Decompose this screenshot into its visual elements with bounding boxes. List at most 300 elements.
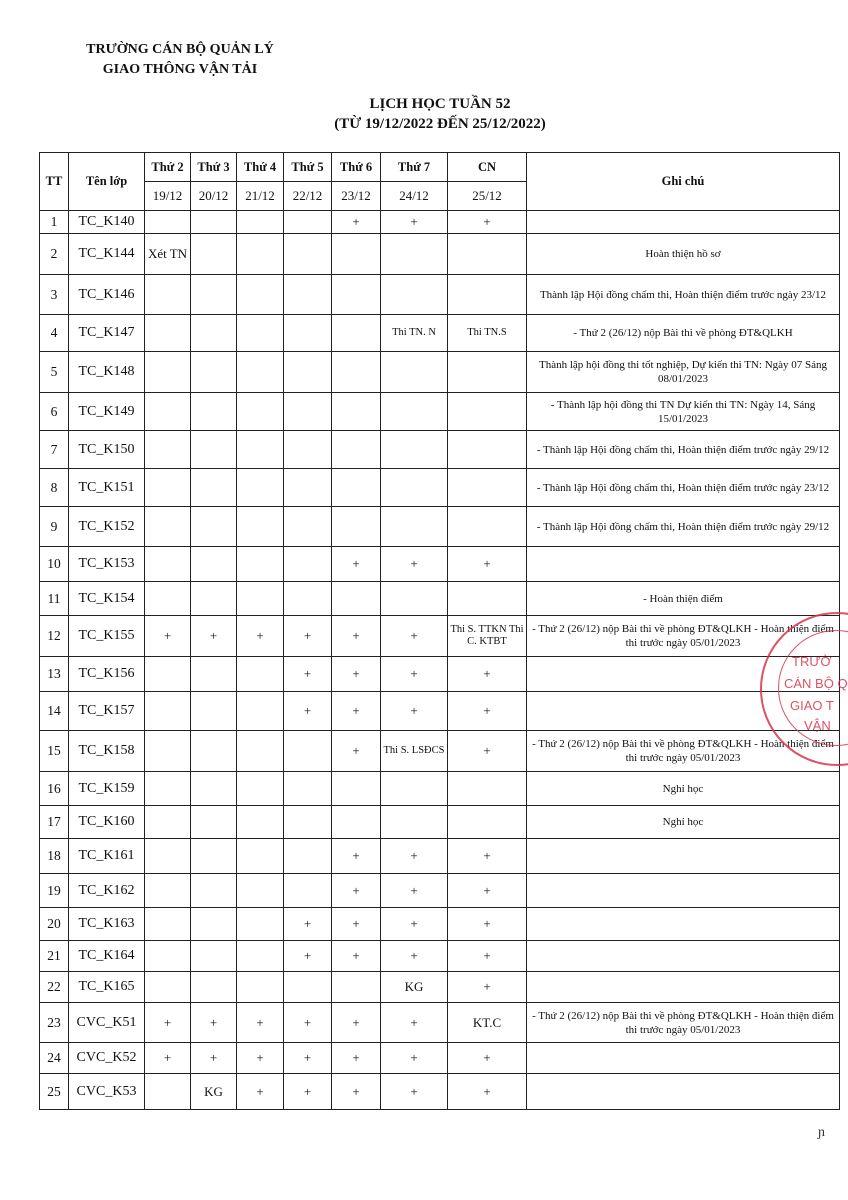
- day-cell: +: [381, 692, 448, 731]
- header-date: 23/12: [332, 182, 381, 211]
- day-cell: [332, 352, 381, 393]
- day-cell: Xét TN: [145, 234, 191, 275]
- note-cell: [527, 547, 840, 582]
- day-cell: [145, 772, 191, 806]
- row-number: 12: [40, 616, 69, 657]
- day-cell: [145, 469, 191, 507]
- schedule-title: [290, 94, 590, 134]
- day-cell: [191, 972, 237, 1003]
- day-cell: [191, 657, 237, 692]
- table-row: [40, 941, 840, 972]
- day-cell: +: [448, 731, 527, 772]
- day-cell: [284, 431, 332, 469]
- day-cell: [448, 431, 527, 469]
- day-cell: [145, 972, 191, 1003]
- day-cell: [448, 234, 527, 275]
- day-cell: +: [237, 1003, 284, 1043]
- schedule-title-line-2: (TỪ 19/12/2022 ĐẾN 25/12/2022): [334, 116, 546, 132]
- day-cell: [237, 941, 284, 972]
- day-cell: [237, 874, 284, 908]
- day-cell: +: [332, 547, 381, 582]
- note-cell: [527, 1043, 840, 1074]
- day-cell: [332, 507, 381, 547]
- table-row: [40, 469, 840, 507]
- class-name-cell: TC_K149: [69, 393, 145, 431]
- table-row: [40, 315, 840, 352]
- header-tt: TT: [40, 153, 69, 211]
- day-cell: [284, 275, 332, 315]
- official-seal: TRƯỜ CÁN BỘ Q GIAO T VẬN: [760, 612, 848, 766]
- table-row: [40, 1003, 840, 1043]
- day-cell: [237, 547, 284, 582]
- day-cell: [145, 806, 191, 839]
- day-cell: [284, 972, 332, 1003]
- day-cell: [237, 772, 284, 806]
- day-cell: [191, 352, 237, 393]
- note-cell: - Thành lập Hội đồng chấm thi, Hoàn thiện điểm trước ngày 23/12: [527, 469, 840, 507]
- day-cell: [332, 772, 381, 806]
- organization-line-2: GIAO THÔNG VẬN TẢI: [102, 62, 258, 77]
- day-cell: +: [191, 616, 237, 657]
- note-cell: [527, 211, 840, 234]
- day-cell: +: [191, 1003, 237, 1043]
- organization-line-1: TRƯỜNG CÁN BỘ QUẢN LÝ: [86, 42, 274, 57]
- day-cell: +: [332, 1003, 381, 1043]
- note-cell: - Thứ 2 (26/12) nộp Bài thi về phòng ĐT&QLKH: [527, 315, 840, 352]
- note-cell: - Thành lập Hội đồng chấm thi, Hoàn thiện điểm trước ngày 29/12: [527, 507, 840, 547]
- day-cell: [145, 431, 191, 469]
- day-cell: [332, 582, 381, 616]
- day-cell: +: [381, 1074, 448, 1110]
- day-cell: KG: [191, 1074, 237, 1110]
- day-cell: [191, 806, 237, 839]
- row-number: 16: [40, 772, 69, 806]
- day-cell: [145, 315, 191, 352]
- day-cell: +: [332, 731, 381, 772]
- class-name-cell: TC_K147: [69, 315, 145, 352]
- note-cell: Thành lập hội đồng thi tốt nghiệp, Dự kiến thi TN: Ngày 07 Sáng 08/01/2023: [527, 352, 840, 393]
- table-row: [40, 547, 840, 582]
- day-cell: +: [284, 1003, 332, 1043]
- day-cell: Thi TN. N: [381, 315, 448, 352]
- day-cell: [381, 275, 448, 315]
- note-cell: [527, 941, 840, 972]
- day-cell: +: [284, 692, 332, 731]
- day-cell: [237, 507, 284, 547]
- day-cell: [237, 315, 284, 352]
- table-row: [40, 874, 840, 908]
- header-day: Thứ 5: [284, 153, 332, 182]
- day-cell: +: [332, 874, 381, 908]
- day-cell: [191, 393, 237, 431]
- table-row: [40, 692, 840, 731]
- note-cell: - Thứ 2 (26/12) nộp Bài thi về phòng ĐT&QLKH - Hoàn thiện điểm thi trước ngày 05/01/2023: [527, 1003, 840, 1043]
- header-notes: Ghi chú: [527, 153, 840, 211]
- header-date: 20/12: [191, 182, 237, 211]
- class-name-cell: TC_K148: [69, 352, 145, 393]
- day-cell: [191, 275, 237, 315]
- day-cell: +: [332, 692, 381, 731]
- day-cell: [284, 582, 332, 616]
- row-number: 9: [40, 507, 69, 547]
- note-cell: Thành lập Hội đồng chấm thi, Hoàn thiện điểm trước ngày 23/12: [527, 275, 840, 315]
- day-cell: [191, 507, 237, 547]
- day-cell: +: [284, 908, 332, 941]
- row-number: 11: [40, 582, 69, 616]
- day-cell: [191, 941, 237, 972]
- day-cell: [332, 469, 381, 507]
- day-cell: [381, 772, 448, 806]
- day-cell: [191, 547, 237, 582]
- row-number: 6: [40, 393, 69, 431]
- table-row: [40, 731, 840, 772]
- day-cell: [237, 731, 284, 772]
- day-cell: [191, 908, 237, 941]
- class-name-cell: TC_K158: [69, 731, 145, 772]
- day-cell: [145, 839, 191, 874]
- day-cell: [145, 582, 191, 616]
- note-cell: - Thứ 2 (26/12) nộp Bài thi về phòng ĐT&QLKH - Hoàn thiện điểm thi trước ngày 05/01/2023: [527, 731, 840, 772]
- day-cell: [284, 234, 332, 275]
- day-cell: +: [381, 839, 448, 874]
- note-cell: - Thành lập hội đồng thi TN Dự kiến thi TN: Ngày 14, Sáng 15/01/2023: [527, 393, 840, 431]
- day-cell: [237, 972, 284, 1003]
- day-cell: +: [237, 1043, 284, 1074]
- day-cell: [381, 507, 448, 547]
- day-cell: [237, 275, 284, 315]
- day-cell: [191, 731, 237, 772]
- note-cell: [527, 908, 840, 941]
- row-number: 7: [40, 431, 69, 469]
- day-cell: +: [448, 692, 527, 731]
- header-date: 21/12: [237, 182, 284, 211]
- class-name-cell: TC_K144: [69, 234, 145, 275]
- day-cell: [448, 507, 527, 547]
- header-date: 19/12: [145, 182, 191, 211]
- header-day: CN: [448, 153, 527, 182]
- day-cell: +: [381, 874, 448, 908]
- row-number: 22: [40, 972, 69, 1003]
- day-cell: [191, 469, 237, 507]
- day-cell: [145, 874, 191, 908]
- day-cell: [145, 547, 191, 582]
- row-number: 15: [40, 731, 69, 772]
- day-cell: +: [284, 941, 332, 972]
- day-cell: [145, 692, 191, 731]
- day-cell: [284, 352, 332, 393]
- day-cell: [448, 806, 527, 839]
- class-name-cell: TC_K151: [69, 469, 145, 507]
- day-cell: +: [191, 1043, 237, 1074]
- table-row: [40, 431, 840, 469]
- day-cell: Thi S. LSĐCS: [381, 731, 448, 772]
- day-cell: [284, 507, 332, 547]
- day-cell: [191, 211, 237, 234]
- day-cell: Thi S. TTKN Thi C. KTBT: [448, 616, 527, 657]
- table-row: [40, 839, 840, 874]
- note-cell: Nghỉ học: [527, 772, 840, 806]
- class-name-cell: TC_K154: [69, 582, 145, 616]
- day-cell: +: [381, 211, 448, 234]
- row-number: 4: [40, 315, 69, 352]
- day-cell: +: [381, 657, 448, 692]
- header-date: 24/12: [381, 182, 448, 211]
- day-cell: [381, 431, 448, 469]
- table-row: [40, 234, 840, 275]
- day-cell: +: [284, 1043, 332, 1074]
- day-cell: +: [284, 616, 332, 657]
- day-cell: +: [284, 657, 332, 692]
- day-cell: +: [237, 616, 284, 657]
- header-day: Thứ 2: [145, 153, 191, 182]
- schedule-title-line-1: LỊCH HỌC TUẦN 52: [369, 96, 511, 112]
- day-cell: +: [332, 941, 381, 972]
- day-cell: [284, 806, 332, 839]
- class-name-cell: TC_K156: [69, 657, 145, 692]
- day-cell: [284, 211, 332, 234]
- day-cell: [237, 657, 284, 692]
- row-number: 2: [40, 234, 69, 275]
- day-cell: [145, 393, 191, 431]
- day-cell: [191, 582, 237, 616]
- class-name-cell: TC_K155: [69, 616, 145, 657]
- day-cell: [145, 941, 191, 972]
- day-cell: +: [448, 1043, 527, 1074]
- row-number: 20: [40, 908, 69, 941]
- row-number: 13: [40, 657, 69, 692]
- day-cell: +: [448, 908, 527, 941]
- day-cell: [191, 692, 237, 731]
- row-number: 10: [40, 547, 69, 582]
- day-cell: [237, 469, 284, 507]
- note-cell: [527, 972, 840, 1003]
- day-cell: +: [448, 657, 527, 692]
- schedule-body: [40, 211, 840, 1110]
- day-cell: +: [332, 1043, 381, 1074]
- class-name-cell: TC_K160: [69, 806, 145, 839]
- row-number: 5: [40, 352, 69, 393]
- day-cell: +: [448, 972, 527, 1003]
- day-cell: [332, 234, 381, 275]
- table-row: [40, 275, 840, 315]
- day-cell: [284, 547, 332, 582]
- class-name-cell: TC_K140: [69, 211, 145, 234]
- day-cell: +: [332, 1074, 381, 1110]
- day-cell: [448, 393, 527, 431]
- day-cell: [284, 874, 332, 908]
- day-cell: [381, 806, 448, 839]
- day-cell: [191, 431, 237, 469]
- handwritten-mark: ɲ: [818, 1125, 825, 1140]
- header-date: 25/12: [448, 182, 527, 211]
- day-cell: +: [448, 547, 527, 582]
- day-cell: [284, 731, 332, 772]
- day-cell: Thi TN.S: [448, 315, 527, 352]
- day-cell: [237, 692, 284, 731]
- day-cell: [191, 874, 237, 908]
- day-cell: [237, 839, 284, 874]
- day-cell: [332, 275, 381, 315]
- note-cell: - Thành lập Hội đồng chấm thi, Hoàn thiện điểm trước ngày 29/12: [527, 431, 840, 469]
- row-number: 23: [40, 1003, 69, 1043]
- day-cell: +: [332, 839, 381, 874]
- table-row: [40, 211, 840, 234]
- table-row: [40, 1043, 840, 1074]
- table-row: [40, 908, 840, 941]
- day-cell: +: [145, 1043, 191, 1074]
- class-name-cell: TC_K164: [69, 941, 145, 972]
- note-cell: - Thứ 2 (26/12) nộp Bài thi về phòng ĐT&QLKH - Hoàn thiện điểm thi trước ngày 05/01/2023: [527, 616, 840, 657]
- day-cell: [237, 393, 284, 431]
- note-cell: Nghỉ học: [527, 806, 840, 839]
- day-cell: [237, 211, 284, 234]
- class-name-cell: CVC_K51: [69, 1003, 145, 1043]
- day-cell: [332, 393, 381, 431]
- class-name-cell: TC_K150: [69, 431, 145, 469]
- table-row: [40, 806, 840, 839]
- day-cell: [332, 806, 381, 839]
- day-cell: +: [237, 1074, 284, 1110]
- day-cell: [145, 211, 191, 234]
- day-cell: [191, 234, 237, 275]
- class-name-cell: TC_K165: [69, 972, 145, 1003]
- header-day: Thứ 7: [381, 153, 448, 182]
- day-cell: +: [381, 941, 448, 972]
- day-cell: [448, 275, 527, 315]
- class-name-cell: TC_K157: [69, 692, 145, 731]
- day-cell: [448, 469, 527, 507]
- day-cell: +: [332, 211, 381, 234]
- day-cell: [284, 315, 332, 352]
- note-cell: [527, 874, 840, 908]
- day-cell: +: [145, 1003, 191, 1043]
- row-number: 24: [40, 1043, 69, 1074]
- day-cell: [191, 315, 237, 352]
- day-cell: [237, 908, 284, 941]
- day-cell: [145, 657, 191, 692]
- note-cell: [527, 1074, 840, 1110]
- day-cell: +: [145, 616, 191, 657]
- day-cell: [284, 393, 332, 431]
- note-cell: Hoàn thiện hồ sơ: [527, 234, 840, 275]
- class-name-cell: TC_K152: [69, 507, 145, 547]
- day-cell: [191, 839, 237, 874]
- day-cell: [332, 431, 381, 469]
- day-cell: +: [381, 1003, 448, 1043]
- day-cell: [145, 731, 191, 772]
- day-cell: [332, 315, 381, 352]
- day-cell: [381, 393, 448, 431]
- class-name-cell: TC_K162: [69, 874, 145, 908]
- row-number: 25: [40, 1074, 69, 1110]
- day-cell: +: [381, 908, 448, 941]
- day-cell: [448, 582, 527, 616]
- class-name-cell: CVC_K53: [69, 1074, 145, 1110]
- class-name-cell: TC_K163: [69, 908, 145, 941]
- day-cell: [284, 839, 332, 874]
- table-row: [40, 393, 840, 431]
- header-day: Thứ 3: [191, 153, 237, 182]
- day-cell: KG: [381, 972, 448, 1003]
- row-number: 19: [40, 874, 69, 908]
- day-cell: +: [448, 1074, 527, 1110]
- day-cell: [237, 431, 284, 469]
- class-name-cell: TC_K153: [69, 547, 145, 582]
- day-cell: +: [448, 941, 527, 972]
- table-row: [40, 616, 840, 657]
- schedule-table: [39, 152, 840, 1110]
- header-class-name: Tên lớp: [69, 153, 145, 211]
- day-cell: +: [381, 1043, 448, 1074]
- table-row: [40, 582, 840, 616]
- day-cell: [332, 972, 381, 1003]
- day-cell: +: [332, 657, 381, 692]
- day-cell: [237, 234, 284, 275]
- class-name-cell: TC_K146: [69, 275, 145, 315]
- day-cell: [145, 507, 191, 547]
- day-cell: [381, 582, 448, 616]
- row-number: 3: [40, 275, 69, 315]
- note-cell: [527, 839, 840, 874]
- day-cell: +: [284, 1074, 332, 1110]
- class-name-cell: TC_K159: [69, 772, 145, 806]
- day-cell: +: [381, 547, 448, 582]
- day-cell: [145, 352, 191, 393]
- day-cell: [448, 772, 527, 806]
- day-cell: [448, 352, 527, 393]
- day-cell: [237, 352, 284, 393]
- day-cell: [284, 772, 332, 806]
- organization-name: [60, 40, 300, 80]
- header-row-days: [40, 153, 840, 182]
- day-cell: +: [381, 616, 448, 657]
- table-row: [40, 972, 840, 1003]
- table-row: [40, 507, 840, 547]
- row-number: 14: [40, 692, 69, 731]
- day-cell: [237, 582, 284, 616]
- day-cell: [145, 908, 191, 941]
- class-name-cell: TC_K161: [69, 839, 145, 874]
- header-date: 22/12: [284, 182, 332, 211]
- header-day: Thứ 6: [332, 153, 381, 182]
- day-cell: +: [448, 874, 527, 908]
- day-cell: [284, 469, 332, 507]
- day-cell: +: [332, 616, 381, 657]
- day-cell: [191, 772, 237, 806]
- row-number: 18: [40, 839, 69, 874]
- day-cell: [381, 234, 448, 275]
- day-cell: KT.C: [448, 1003, 527, 1043]
- day-cell: +: [448, 211, 527, 234]
- row-number: 1: [40, 211, 69, 234]
- day-cell: [145, 275, 191, 315]
- table-row: [40, 1074, 840, 1110]
- class-name-cell: CVC_K52: [69, 1043, 145, 1074]
- header-day: Thứ 4: [237, 153, 284, 182]
- row-number: 8: [40, 469, 69, 507]
- day-cell: +: [448, 839, 527, 874]
- table-row: [40, 772, 840, 806]
- row-number: 17: [40, 806, 69, 839]
- day-cell: [145, 1074, 191, 1110]
- day-cell: +: [332, 908, 381, 941]
- table-row: [40, 352, 840, 393]
- row-number: 21: [40, 941, 69, 972]
- table-row: [40, 657, 840, 692]
- note-cell: - Hoàn thiện điểm: [527, 582, 840, 616]
- day-cell: [381, 469, 448, 507]
- day-cell: [237, 806, 284, 839]
